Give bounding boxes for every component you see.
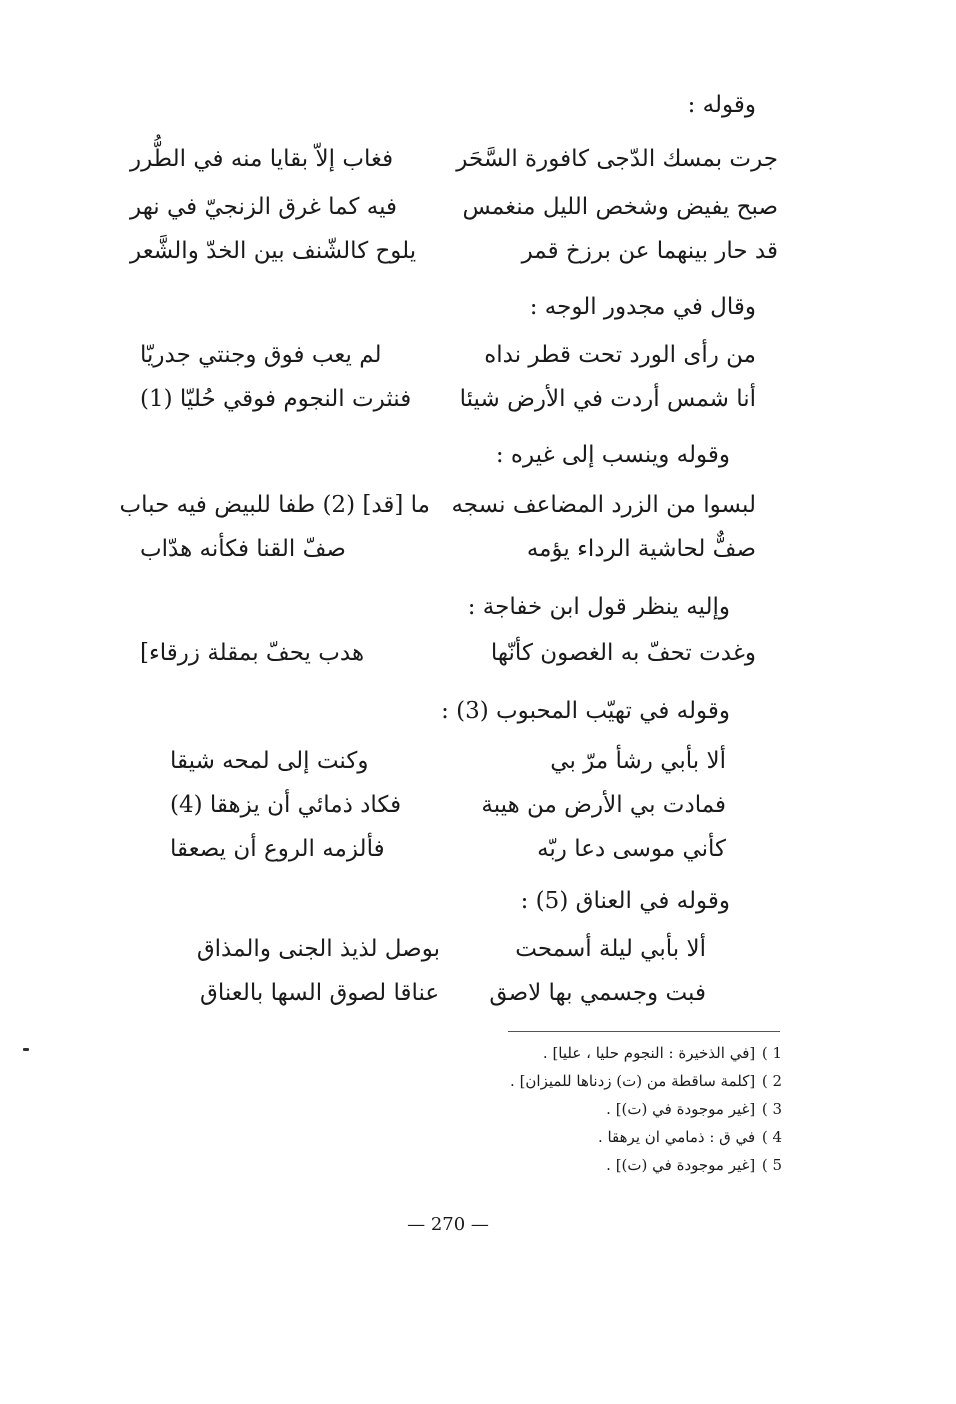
- footnote: [510, 1074, 784, 1089]
- section-intro: وقوله :: [687, 92, 756, 118]
- verse-second-hemistich: فغاب إلاّ بقايا منه في الطُّرر: [130, 146, 394, 172]
- footnote-number: 3 ): [761, 1100, 783, 1118]
- verse-first-hemistich: كأني موسى دعا ربّه: [537, 836, 726, 862]
- verse-line: [0, 838, 956, 868]
- verse-first-hemistich: جرت بمسك الدّجى كافورة السَّحَر: [456, 146, 778, 172]
- verse-first-hemistich: لبسوا من الزرد المضاعف نسجه: [451, 492, 756, 518]
- footnote: [606, 1158, 784, 1173]
- verse-first-hemistich: فبت وجسمي بها لاصق: [489, 980, 706, 1006]
- verse-first-hemistich: أنا شمس أردت في الأرض شيئا: [459, 386, 756, 412]
- footnote-number: 1 ): [761, 1044, 783, 1062]
- verse-line: [0, 240, 956, 270]
- section-intro: وإليه ينظر قول ابن خفاجة :: [467, 594, 730, 620]
- footnote-divider: [508, 1031, 780, 1032]
- footnote: [606, 1102, 784, 1117]
- scan-speck: [23, 1048, 29, 1051]
- verse-second-hemistich: يلوح كالشّنف بين الخدّ والشَّعر: [130, 238, 417, 264]
- verse-first-hemistich: من رأى الورد تحت قطر نداه: [484, 342, 756, 368]
- verse-line: [0, 388, 956, 418]
- verse-first-hemistich: قد حار بينهما عن برزخ قمر: [521, 238, 778, 264]
- footnote-text: [كلمة ساقطة من (ت) زدناها للميزان] .: [510, 1072, 756, 1090]
- verse-second-hemistich: بوصل لذيذ الجنى والمذاق: [196, 936, 440, 962]
- verse-first-hemistich: وغدت تحفّ به الغصون كأنّها: [490, 640, 756, 666]
- verse-line: [0, 642, 956, 672]
- verse-second-hemistich: فنثرت النجوم فوقي حُليّا (1): [140, 386, 412, 412]
- verse-line: [0, 196, 956, 226]
- verse-second-hemistich: ما [قد] (2) طفا للبيض فيه حباب: [119, 492, 430, 518]
- footnote-text: [في الذخيرة : النجوم حليا ، عليا] .: [542, 1044, 756, 1062]
- verse-line: [0, 344, 956, 374]
- verse-first-hemistich: ألا بأبي رشأ مرّ بي: [550, 748, 726, 774]
- footnote-text: [غير موجودة في (ت)] .: [606, 1100, 756, 1118]
- verse-line: [0, 494, 956, 524]
- footnote-number: 2 ): [761, 1072, 783, 1090]
- verse-line: [0, 538, 956, 568]
- section-intro: وقال في مجدور الوجه :: [529, 294, 756, 320]
- footnote: [598, 1130, 784, 1145]
- section-intro: وقوله في العناق (5) :: [520, 888, 730, 914]
- verse-line: [0, 148, 956, 178]
- footnote: [543, 1046, 784, 1061]
- section-intro: وقوله في تهيّب المحبوب (3) :: [441, 698, 730, 724]
- footnote-text: في ق : ذمامي ان يرهقا .: [597, 1128, 756, 1146]
- section-intro: وقوله وينسب إلى غيره :: [495, 442, 730, 468]
- verse-line: [0, 982, 956, 1012]
- footnote-number: 5 ): [761, 1156, 783, 1174]
- verse-first-hemistich: صبح يفيض وشخص الليل منغمس: [462, 194, 778, 220]
- footnote-number: 4 ): [761, 1128, 783, 1146]
- verse-line: [0, 750, 956, 780]
- verse-second-hemistich: هدب يحفّ بمقلة زرقاء]: [140, 640, 365, 666]
- verse-second-hemistich: عناقا لصوق السها بالعناق: [200, 980, 440, 1006]
- page-number: — 270 —: [407, 1214, 489, 1235]
- verse-second-hemistich: لم يعب فوق وجنتي جدريّا: [140, 342, 382, 368]
- verse-second-hemistich: فيه كما غرق الزنجيّ في نهر: [130, 194, 398, 220]
- verse-first-hemistich: ألا بأبي ليلة أسمحت: [515, 936, 706, 962]
- verse-first-hemistich: فمادت بي الأرض من هيبة: [481, 792, 726, 818]
- verse-second-hemistich: صفّ القنا فكأنه هدّاب: [140, 536, 346, 562]
- verse-line: [0, 938, 956, 968]
- verse-second-hemistich: وكنت إلى لمحه شيقا: [170, 748, 369, 774]
- verse-first-hemistich: صفٌّ لحاشية الرداء يؤمه: [526, 536, 756, 562]
- footnote-text: [غير موجودة في (ت)] .: [606, 1156, 756, 1174]
- verse-second-hemistich: فألزمه الروع أن يصعقا: [170, 836, 385, 862]
- verse-second-hemistich: فكاد ذمائي أن يزهقا (4): [170, 792, 402, 818]
- verse-line: [0, 794, 956, 824]
